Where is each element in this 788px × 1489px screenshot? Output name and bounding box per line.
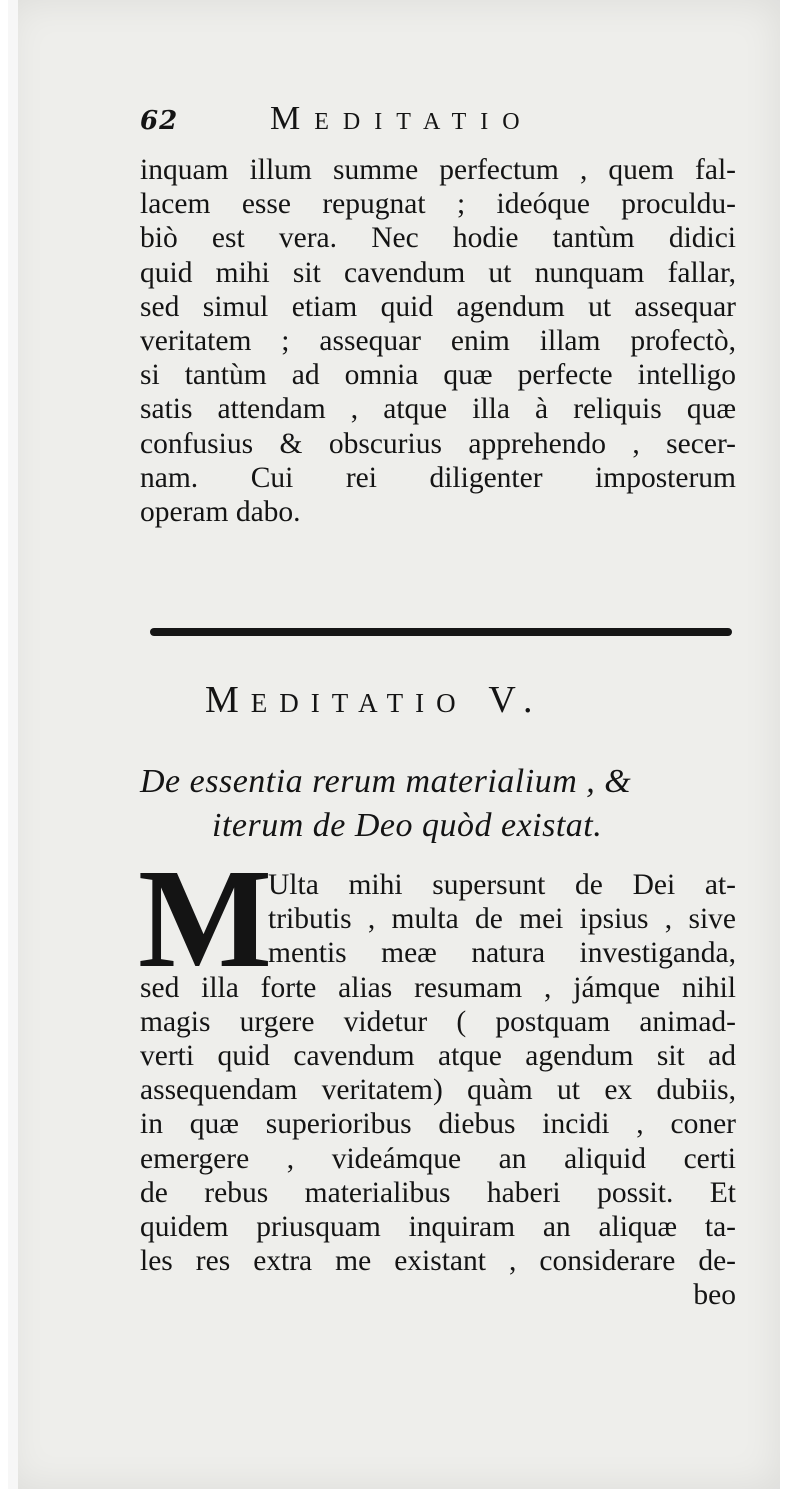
- text-line: les res extra me existant , considerare de-: [140, 1245, 736, 1278]
- page-edge: [8, 0, 18, 1489]
- text-line: satis attendam , atque illa à reliquis quæ: [140, 393, 736, 426]
- text-line: quid mihi sit cavendum ut nunquam fallar,: [140, 256, 736, 289]
- text-line: tributis , multa de mei ipsius , sive: [268, 903, 736, 936]
- page-number: 62: [140, 106, 179, 136]
- text-line: de rebus materialibus haberi possit. Et: [140, 1176, 736, 1209]
- text-line: sed illa forte alias resumam , jámque nihil: [140, 971, 736, 1004]
- text-line: si tantùm ad omnia quæ perfecte intelligo: [140, 359, 736, 392]
- text-line: confusius & obscurius apprehendo , secer-: [140, 427, 736, 460]
- running-title: Meditatio: [270, 100, 534, 137]
- text-line: Ulta mihi supersunt de Dei at-: [268, 869, 736, 901]
- text-line: biò est vera. Nec hodie tantùm didici: [140, 222, 736, 255]
- text-line: inquam illum summe perfectum , quem fal-: [140, 154, 736, 186]
- meditation-body-text: [138, 839, 736, 1312]
- text-line: in quæ superioribus diebus incidi , coner: [140, 1108, 736, 1141]
- page-header: [140, 100, 736, 144]
- subtitle-line: De essentia rerum materialium , &: [140, 763, 632, 800]
- text-line: operam dabo.: [140, 495, 301, 528]
- previous-meditation-text: [140, 153, 736, 529]
- text-line: lacem esse repugnat ; ideóque proculdu-: [140, 188, 736, 221]
- text-line: magis urgere videtur ( postquam animad-: [140, 1005, 736, 1038]
- text-line: sed simul etiam quid agendum ut assequar: [140, 290, 736, 323]
- text-line: mentis meæ natura investiganda,: [268, 937, 736, 970]
- subtitle-line: iterum de Deo quòd existat.: [212, 807, 603, 844]
- catchword: beo: [693, 1279, 736, 1312]
- text-line: veritatem ; assequar enim illam profectò,: [140, 324, 736, 357]
- text-line: verti quid cavendum atque agendum sit ad: [140, 1039, 736, 1072]
- drop-cap-letter: M: [138, 839, 273, 997]
- section-heading: Meditatio V.: [205, 679, 545, 721]
- text-line: emergere , videámque an aliquid certi: [140, 1142, 736, 1175]
- section-subtitle: [140, 760, 736, 848]
- text-line: quidem priusquam inquiram an aliquæ ta-: [140, 1210, 736, 1243]
- text-line: assequendam veritatem) quàm ut ex dubiis,: [140, 1074, 736, 1107]
- text-line: nam. Cui rei diligenter imposterum: [140, 461, 736, 494]
- section-divider-rule: [150, 628, 732, 636]
